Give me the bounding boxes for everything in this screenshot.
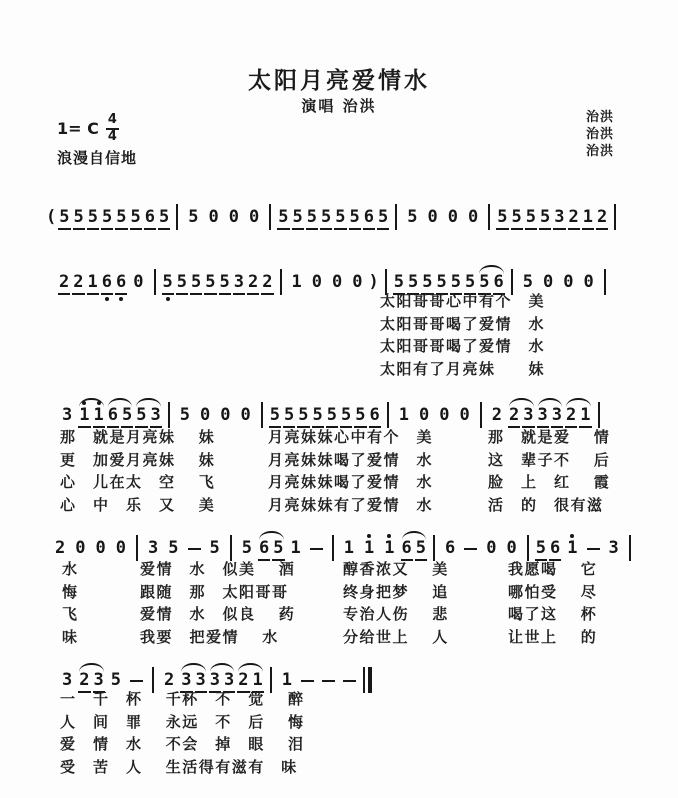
note: 3 bbox=[150, 407, 162, 428]
key-time-signature bbox=[57, 113, 119, 145]
note: 3 bbox=[148, 538, 159, 558]
lyric-line: 跟随 那 太阳哥哥 bbox=[140, 582, 289, 601]
lyric-line: 哪怕受 尽 bbox=[508, 582, 598, 601]
lyric-line: 我要 把爱情 水 bbox=[140, 627, 279, 646]
note: 5 bbox=[130, 209, 142, 230]
rest-note: 0 bbox=[427, 207, 438, 227]
lyric-line: 专治人伤 悲 bbox=[343, 605, 449, 623]
duration-dash bbox=[301, 680, 314, 683]
note: 3 bbox=[608, 538, 619, 558]
duration-dash bbox=[130, 680, 143, 683]
note: 5 bbox=[158, 209, 170, 230]
barline bbox=[488, 204, 490, 230]
barline bbox=[332, 535, 334, 561]
note: 2 bbox=[247, 274, 259, 295]
lyric-line: 水 bbox=[62, 560, 79, 578]
note: 5 bbox=[241, 538, 252, 558]
slur-group bbox=[106, 407, 135, 428]
note: 5 bbox=[306, 209, 318, 230]
note: 5 bbox=[354, 407, 366, 428]
rest-note: 0 bbox=[447, 207, 458, 227]
duration-dash bbox=[188, 548, 201, 551]
slur-group bbox=[77, 407, 106, 428]
rest-note: 0 bbox=[75, 538, 86, 558]
note: 6 bbox=[493, 274, 505, 295]
lyric-line: 受 苦 人 生活得有滋有 味 bbox=[60, 757, 298, 776]
parenthesis: ( bbox=[46, 207, 57, 227]
note: 5 bbox=[168, 538, 179, 558]
barline bbox=[136, 535, 138, 561]
lyric-line: 太阳哥哥喝了爱情 水 bbox=[380, 314, 546, 333]
note: 5 bbox=[209, 538, 220, 558]
note: 2 bbox=[78, 672, 90, 693]
rest-note: 0 bbox=[332, 272, 343, 292]
note: 6 bbox=[101, 274, 113, 295]
note: 1 bbox=[398, 405, 409, 425]
credit-line: 治洪 bbox=[585, 126, 614, 142]
barline bbox=[280, 269, 282, 295]
note: 1 bbox=[290, 538, 301, 558]
note: 1 bbox=[87, 274, 99, 295]
lyric-line: 一 千 杯 千杯 不 觉 醉 bbox=[60, 690, 305, 708]
rest-note: 0 bbox=[486, 538, 497, 558]
note: 3 bbox=[223, 672, 235, 693]
lyric-line: 让世上 的 bbox=[508, 627, 598, 646]
note: 1 bbox=[78, 407, 90, 428]
tempo-mood-marking: 浪漫自信地 bbox=[57, 149, 138, 167]
note: 5 bbox=[511, 209, 523, 230]
duration-dash bbox=[464, 548, 477, 551]
rest-note: 0 bbox=[208, 207, 219, 227]
lyric-line: 太阳哥哥心中有个 美 bbox=[380, 292, 546, 310]
lyrics-column bbox=[343, 558, 449, 648]
note: 5 bbox=[292, 209, 304, 230]
note: 5 bbox=[73, 209, 85, 230]
lyric-line: 月亮妹妹心中有个 美 bbox=[268, 428, 434, 446]
note: 5 bbox=[58, 209, 70, 230]
final-barline bbox=[363, 667, 372, 693]
note: 1 bbox=[291, 272, 302, 292]
barline bbox=[154, 269, 156, 295]
lyrics-column bbox=[60, 688, 304, 778]
performer-line: 演唱 治洪 bbox=[301, 97, 377, 115]
note: 2 bbox=[164, 670, 175, 690]
note: 5 bbox=[204, 274, 216, 295]
note: 5 bbox=[377, 209, 389, 230]
credits-block bbox=[586, 110, 614, 161]
duration-dash bbox=[322, 680, 335, 683]
slur-group bbox=[134, 407, 163, 428]
note: 5 bbox=[115, 209, 127, 230]
note: 3 bbox=[553, 209, 565, 230]
note: 6 bbox=[363, 209, 375, 230]
note: 2 bbox=[72, 274, 84, 295]
lyric-line: 那 就是月亮妹 妹 bbox=[60, 428, 216, 446]
lyric-line: 醇香浓又 美 bbox=[343, 560, 449, 578]
note: 5 bbox=[326, 407, 338, 428]
note: 5 bbox=[340, 407, 352, 428]
note: 6 bbox=[115, 274, 127, 295]
system-1-notes bbox=[45, 194, 621, 230]
lyric-line: 太阳有了月亮妹 妹 bbox=[380, 359, 546, 378]
lyric-line: 太阳哥哥喝了爱情 水 bbox=[380, 337, 546, 355]
rest-note: 0 bbox=[133, 272, 144, 292]
barline bbox=[261, 402, 263, 428]
lyric-line: 爱 情 水 不会 掉 眼 泪 bbox=[60, 735, 305, 753]
lyrics-column bbox=[508, 558, 597, 648]
rest-note: 0 bbox=[249, 207, 260, 227]
system-3-notes bbox=[57, 392, 605, 428]
note: 5 bbox=[188, 207, 199, 227]
lyric-line: 心 中 乐 又 美 bbox=[60, 495, 216, 514]
note: 3 bbox=[195, 672, 207, 693]
lyric-line: 月亮妹妹喝了爱情 水 bbox=[268, 450, 434, 469]
note: 6 bbox=[445, 538, 456, 558]
note: 1 bbox=[566, 540, 578, 561]
lyrics-column bbox=[268, 426, 433, 516]
lyric-line: 脸 上 红 霞 bbox=[488, 473, 611, 491]
note: 5 bbox=[464, 274, 476, 295]
note: 3 bbox=[62, 405, 73, 425]
credit-line: 治洪 bbox=[585, 110, 614, 125]
note: 5 bbox=[522, 272, 533, 292]
key-signature: 1= C bbox=[57, 119, 99, 139]
lyric-line: 分给世上 人 bbox=[343, 627, 449, 646]
note: 2 bbox=[596, 209, 608, 230]
barline bbox=[176, 204, 178, 230]
lyrics-column bbox=[380, 290, 545, 380]
rest-note: 0 bbox=[228, 207, 239, 227]
lyric-line: 飞 bbox=[62, 605, 79, 623]
note: 3 bbox=[233, 274, 245, 295]
barline bbox=[387, 402, 389, 428]
lyric-line: 更 加爱月亮妹 妹 bbox=[60, 450, 216, 469]
slur-group bbox=[564, 407, 593, 428]
note: 1 bbox=[363, 540, 375, 561]
note: 5 bbox=[312, 407, 324, 428]
note: 5 bbox=[334, 209, 346, 230]
rest-note: 0 bbox=[220, 405, 231, 425]
note: 2 bbox=[55, 538, 66, 558]
note: 2 bbox=[568, 209, 580, 230]
note: 3 bbox=[62, 670, 73, 690]
note: 5 bbox=[121, 407, 133, 428]
lyrics-column bbox=[488, 426, 610, 516]
note: 1 bbox=[93, 407, 105, 428]
barline bbox=[480, 402, 482, 428]
note: 3 bbox=[537, 407, 549, 428]
rest-note: 0 bbox=[200, 405, 211, 425]
note: 5 bbox=[176, 274, 188, 295]
note: 1 bbox=[343, 538, 354, 558]
note: 5 bbox=[190, 274, 202, 295]
note: 5 bbox=[407, 207, 418, 227]
note: 2 bbox=[237, 672, 249, 693]
note: 2 bbox=[58, 274, 70, 295]
note: 3 bbox=[93, 672, 105, 693]
rest-note: 0 bbox=[439, 405, 450, 425]
credit-line: 治洪 bbox=[585, 143, 614, 159]
note: 5 bbox=[269, 407, 281, 428]
barline bbox=[168, 402, 170, 428]
duration-dash bbox=[343, 680, 356, 683]
note: 5 bbox=[436, 274, 448, 295]
rest-note: 0 bbox=[311, 272, 322, 292]
note: 1 bbox=[579, 407, 591, 428]
lyric-line: 终身把梦 追 bbox=[343, 582, 449, 601]
note: 5 bbox=[421, 274, 433, 295]
song-title: 太阳月亮爱情水 bbox=[248, 68, 430, 94]
lyric-line: 这 辈子不 后 bbox=[488, 450, 611, 469]
note: 3 bbox=[522, 407, 534, 428]
rest-note: 0 bbox=[583, 272, 594, 292]
note: 5 bbox=[87, 209, 99, 230]
note: 5 bbox=[277, 209, 289, 230]
time-signature bbox=[106, 113, 119, 145]
note: 1 bbox=[281, 670, 292, 690]
lyric-line: 月亮妹妹有了爱情 水 bbox=[268, 495, 434, 514]
note: 5 bbox=[297, 407, 309, 428]
time-signature-denominator: 4 bbox=[107, 128, 117, 144]
lyric-line: 悔 bbox=[62, 582, 79, 601]
note: 5 bbox=[450, 274, 462, 295]
rest-note: 0 bbox=[115, 538, 126, 558]
lyric-line: 月亮妹妹喝了爱情 水 bbox=[268, 473, 434, 491]
note: 1 bbox=[252, 672, 264, 693]
note: 5 bbox=[320, 209, 332, 230]
note: 5 bbox=[272, 540, 284, 561]
system-4-notes bbox=[50, 525, 636, 561]
note: 5 bbox=[478, 274, 490, 295]
note: 6 bbox=[144, 209, 156, 230]
rest-note: 0 bbox=[352, 272, 363, 292]
rest-note: 0 bbox=[240, 405, 251, 425]
duration-dash bbox=[310, 548, 323, 551]
note: 6 bbox=[107, 407, 119, 428]
note: 2 bbox=[508, 407, 520, 428]
lyric-line: 心 儿在太 空 飞 bbox=[60, 473, 216, 491]
lyrics-column bbox=[60, 426, 215, 516]
barline bbox=[598, 402, 600, 428]
note: 5 bbox=[496, 209, 508, 230]
note: 2 bbox=[261, 274, 273, 295]
rest-note: 0 bbox=[419, 405, 430, 425]
note: 5 bbox=[349, 209, 361, 230]
time-signature-numerator: 4 bbox=[106, 113, 119, 130]
note: 6 bbox=[258, 540, 270, 561]
note: 6 bbox=[369, 407, 381, 428]
slur-group bbox=[507, 407, 536, 428]
lyric-line: 人 间 罪 永远 不 后 悔 bbox=[60, 712, 305, 731]
note: 2 bbox=[491, 405, 502, 425]
rest-note: 0 bbox=[506, 538, 517, 558]
note: 5 bbox=[539, 209, 551, 230]
note: 5 bbox=[219, 274, 231, 295]
note: 5 bbox=[110, 670, 121, 690]
note: 6 bbox=[549, 540, 561, 561]
barline bbox=[629, 535, 631, 561]
rest-note: 0 bbox=[95, 538, 106, 558]
lyric-line: 喝了这 杯 bbox=[508, 605, 598, 623]
note: 3 bbox=[180, 672, 192, 693]
lyric-line: 味 bbox=[62, 627, 79, 646]
lyrics-column bbox=[140, 558, 295, 648]
note: 3 bbox=[551, 407, 563, 428]
rest-note: 0 bbox=[543, 272, 554, 292]
note: 1 bbox=[582, 209, 594, 230]
note: 3 bbox=[209, 672, 221, 693]
lyric-line: 我愿喝 它 bbox=[508, 560, 598, 578]
note: 5 bbox=[535, 540, 547, 561]
rest-note: 0 bbox=[468, 207, 479, 227]
parenthesis: ) bbox=[368, 272, 379, 292]
barline bbox=[604, 269, 606, 295]
barline bbox=[269, 204, 271, 230]
note: 5 bbox=[393, 274, 405, 295]
note: 5 bbox=[162, 274, 174, 295]
barline bbox=[614, 204, 616, 230]
slur-group bbox=[536, 407, 565, 428]
note: 5 bbox=[179, 405, 190, 425]
lyric-line: 那 就是爱 情 bbox=[488, 428, 611, 446]
note: 5 bbox=[135, 407, 147, 428]
note: 2 bbox=[565, 407, 577, 428]
rest-note: 0 bbox=[459, 405, 470, 425]
note: 1 bbox=[383, 540, 395, 561]
note: 5 bbox=[283, 407, 295, 428]
note: 5 bbox=[407, 274, 419, 295]
barline bbox=[395, 204, 397, 230]
note: 6 bbox=[401, 540, 413, 561]
note: 5 bbox=[415, 540, 427, 561]
rest-note: 0 bbox=[563, 272, 574, 292]
duration-dash bbox=[587, 548, 600, 551]
lyric-line: 活 的 很有滋 bbox=[488, 495, 604, 514]
note: 5 bbox=[525, 209, 537, 230]
lyric-line: 爱情 水 似美 酒 bbox=[140, 560, 296, 578]
note: 5 bbox=[101, 209, 113, 230]
lyrics-column bbox=[62, 558, 79, 648]
lyric-line: 爱情 水 似良 药 bbox=[140, 605, 296, 623]
